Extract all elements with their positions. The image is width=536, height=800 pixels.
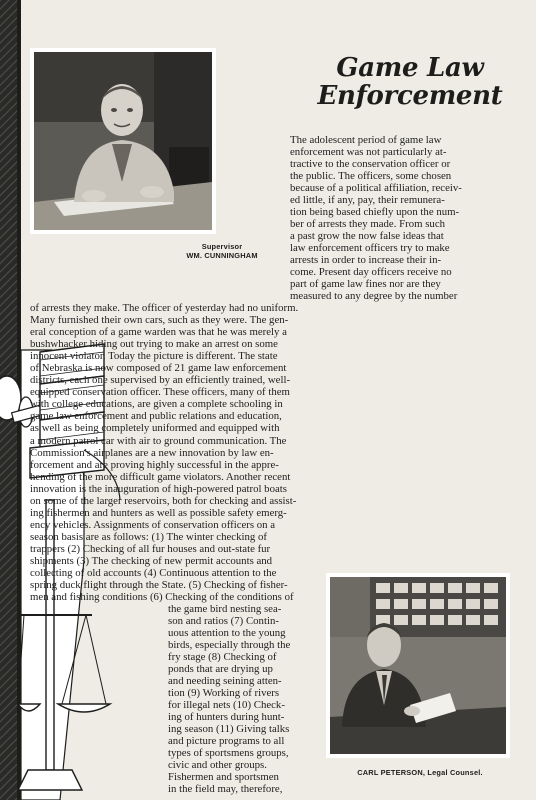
article-body-line: enforcement was not particularly at-: [290, 146, 447, 159]
article-body-line: shipments (3) The checking of new permit accounts and: [30, 554, 273, 567]
article-body-line: ponds that are drying up: [168, 662, 273, 675]
article-body-line: forcement and are proving highly successful in the appre-: [30, 458, 279, 471]
article-body-line: equipped conservation officer. These officers, many of them: [30, 386, 290, 399]
article-body-line: innocent violator. Today the picture is different. The state: [30, 350, 278, 363]
legal-counsel-photo-caption: CARL PETERSON, Legal Counsel.: [357, 768, 483, 777]
article-body-line: as well as being completely uniformed and equipped with: [30, 422, 280, 435]
article-body-line: trappers (2) Checking of all fur houses and out-state fur: [30, 542, 271, 555]
article-body-line: bushwhacker hiding out trying to make an arrest on some: [30, 338, 278, 351]
article-body-line: and needing seining atten-: [168, 674, 282, 687]
article-body-line: uous attention to the young: [168, 626, 286, 639]
article-body-line: innovation is the inauguration of high-powered patrol boats: [30, 482, 287, 495]
article-body-line: fry stage (8) Checking of: [168, 650, 277, 663]
article-body-line: types of sportsmens groups,: [168, 747, 289, 760]
article-body-line: for illegal nets (10) Check-: [168, 698, 285, 711]
article-body-line: law enforcement officers try to make: [290, 242, 450, 255]
article-body-line: districts, each one supervised by an efficiently trained, well-: [30, 374, 291, 387]
caption-name: WM. CUNNINGHAM: [186, 251, 258, 260]
article-body-line: ed little, if any, pay, their remunera-: [290, 194, 445, 207]
article-body-line: birds, especially through the: [168, 638, 291, 651]
article-body-line: Commission's airplanes are a new innovation by law en-: [30, 446, 274, 459]
article-body-line: ency vehicles. Assignments of conservation officers on a: [30, 518, 276, 531]
article-body-line: on some of the larger reservoirs, both for checking and assist-: [30, 494, 297, 507]
article-body-line: eral conception of a game warden was that he was merely a: [30, 326, 287, 339]
article-body-line: with college educations, are given a complete schooling in: [30, 398, 283, 411]
article-body-line: ing season (11) Giving talks: [168, 722, 290, 735]
article-body-line: men and fishing conditions (6) Checking of the conditions of: [30, 590, 294, 603]
title-line-2: Enforcement: [317, 81, 503, 111]
article-body-line: the game bird nesting sea-: [168, 602, 282, 615]
article-body-line: of arrests they make. The officer of yesterday had no uniform.: [30, 302, 299, 315]
article-title: [305, 54, 515, 110]
article-body-line: spring duck flight through the State. (5) Checking of fisher-: [30, 578, 288, 591]
article-body-line: of Nebraska is now composed of 21 game law enforcement: [30, 362, 287, 375]
article-body-line: come. Present day officers receive no: [290, 266, 452, 279]
supervisor-photo-caption: [172, 242, 272, 260]
article-body-line: tion (9) Working of rivers: [168, 686, 280, 699]
supervisor-photo: [30, 48, 216, 234]
article-body-line: the public. The officers, some chosen: [290, 170, 452, 183]
article-body-line: game law enforcement and public relations and education,: [30, 410, 282, 423]
article-body-line: ing of hunters during hunt-: [168, 710, 285, 723]
article-body-line: tion being based chiefly upon the num-: [290, 206, 460, 219]
article-body-line: in the field may, therefore,: [168, 783, 283, 796]
caption-title: Supervisor: [201, 242, 243, 251]
article-body-line: civic and other groups.: [168, 759, 267, 772]
legal-counsel-photo: [326, 573, 510, 758]
article-body-line: collecting of old accounts (4) Continuous attention to the: [30, 566, 277, 579]
article-body-line: ing fishermen and hunters as well as possible safety emerg-: [30, 506, 287, 519]
article-body-line: The adolescent period of game law: [290, 134, 442, 146]
article-body-line: son and ratios (7) Contin-: [168, 614, 279, 627]
article-body-line: hending of the more difficult game violators. Another recent: [30, 470, 291, 483]
article-body-line: Fishermen and sportsmen: [168, 771, 279, 784]
article-body-line: Many furnished their own cars, such as they were. The gen-: [30, 314, 289, 327]
article-body-line: ber of arrests they made. From such: [290, 218, 446, 231]
article-body-line: a modern patrol car with air to ground communication. The: [30, 434, 287, 447]
article-body-line: a past grow the now false ideas that: [290, 230, 444, 243]
article-body-line: tractive to the conservation officer or: [290, 158, 451, 171]
article-body-line: measured to any degree by the number: [290, 290, 458, 303]
article-body-line: part of game law fines nor are they: [290, 278, 441, 291]
article-body-line: and picture programs to all: [168, 735, 285, 747]
title-line-1: Game Law: [336, 53, 484, 83]
article-body-line: season basis are as follows: (1) The winter checking of: [30, 530, 267, 543]
article-body-line: because of a political affiliation, receiv-: [290, 182, 462, 195]
article-body-line: arrests in order to increase their in-: [290, 254, 442, 267]
